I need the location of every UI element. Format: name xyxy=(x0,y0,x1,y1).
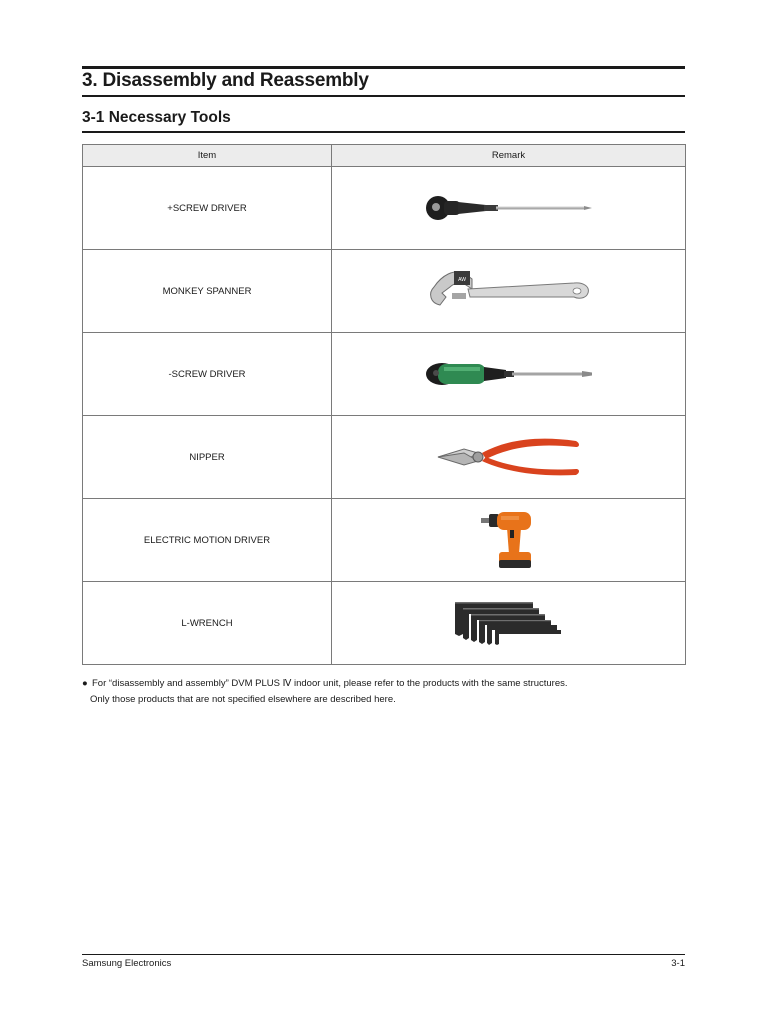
column-header-remark: Remark xyxy=(332,145,686,167)
phillips-screwdriver-icon xyxy=(424,190,594,226)
table-row xyxy=(83,250,686,333)
item-cell: -SCREW DRIVER xyxy=(83,333,332,416)
table-row xyxy=(83,499,686,582)
table-header-row xyxy=(83,145,686,167)
remark-cell xyxy=(332,499,686,582)
bullet-icon: ● xyxy=(82,678,88,689)
section-heading: 3. Disassembly and Reassembly xyxy=(82,70,369,91)
footer-page-number: 3-1 xyxy=(671,958,685,969)
remark-cell xyxy=(332,167,686,250)
table-row xyxy=(83,416,686,499)
remark-cell xyxy=(332,333,686,416)
hex-key-set-icon xyxy=(449,598,569,648)
svg-text:AW: AW xyxy=(457,277,466,283)
footer-rule xyxy=(82,954,685,955)
flathead-screwdriver-icon xyxy=(424,359,594,389)
item-cell: L-WRENCH xyxy=(83,582,332,665)
table-row xyxy=(83,333,686,416)
table-row xyxy=(83,582,686,665)
subsection-heading: 3-1 Necessary Tools xyxy=(82,109,231,126)
item-cell: NIPPER xyxy=(83,416,332,499)
adjustable-wrench-icon xyxy=(424,267,594,315)
footer-company: Samsung Electronics xyxy=(82,958,172,969)
note-line-1 xyxy=(82,676,568,692)
remark-cell xyxy=(332,582,686,665)
note-text-1: For “disassembly and assembly” DVM PLUS Ⅳ indoor unit, please refer to the products with the same structures. xyxy=(92,678,568,689)
item-cell: +SCREW DRIVER xyxy=(83,167,332,250)
remark-cell xyxy=(332,250,686,333)
remark-cell xyxy=(332,416,686,499)
cordless-drill-icon xyxy=(479,508,539,572)
note xyxy=(82,676,568,708)
column-header-item: Item xyxy=(83,145,332,167)
nipper-pliers-icon xyxy=(434,431,584,483)
top-rule xyxy=(82,66,685,69)
heading-rule xyxy=(82,95,685,97)
note-line-2: Only those products that are not specified elsewhere are described here. xyxy=(90,694,396,705)
table-row xyxy=(83,167,686,250)
tools-table xyxy=(82,144,686,665)
item-cell: ELECTRIC MOTION DRIVER xyxy=(83,499,332,582)
subheading-rule xyxy=(82,131,685,133)
item-cell: MONKEY SPANNER xyxy=(83,250,332,333)
